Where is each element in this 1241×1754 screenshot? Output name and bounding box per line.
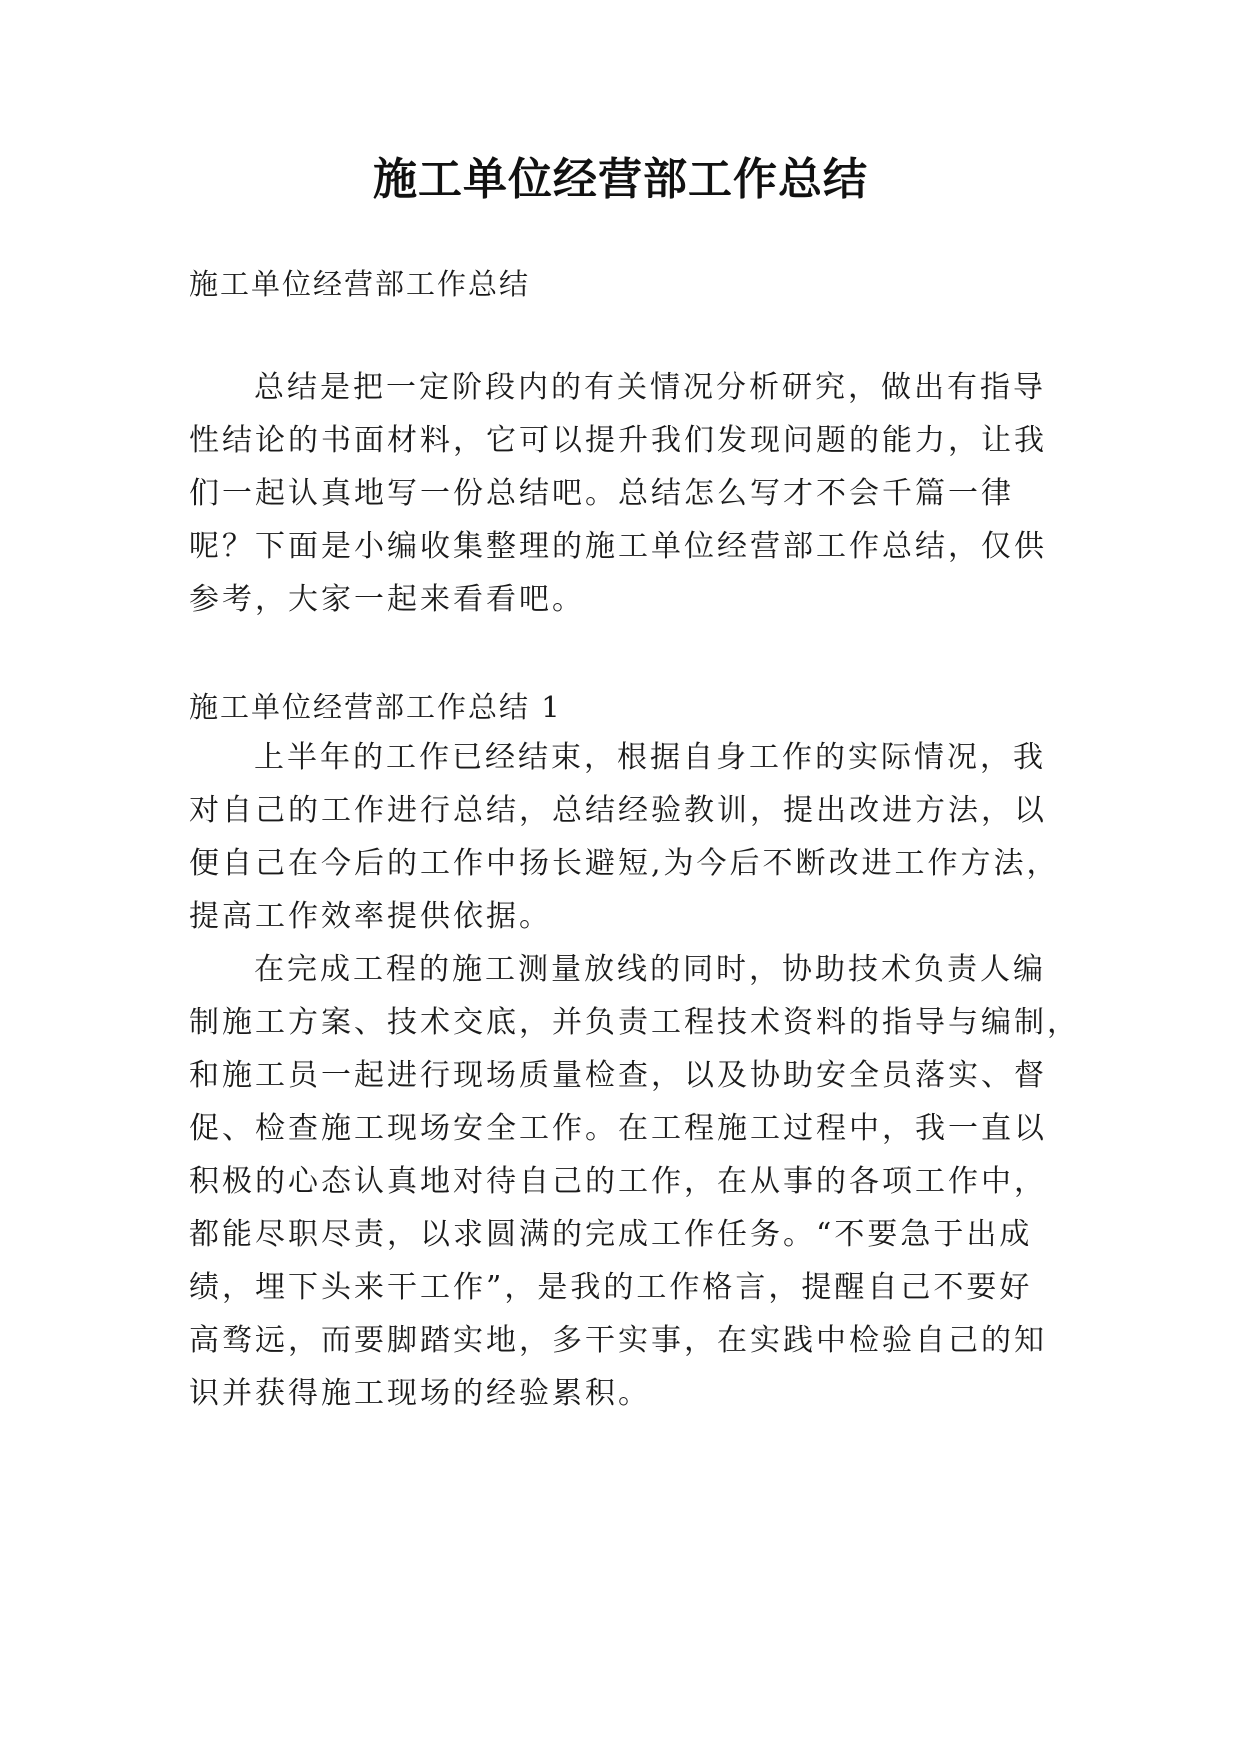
paragraph-line: 绩，埋下头来干工作”，是我的工作格言，提醒自己不要好 (189, 1270, 1033, 1305)
paragraph-line: 和施工员一起进行现场质量检查，以及协助安全员落实、督 (189, 1058, 1047, 1093)
paragraph-line: 高骛远，而要脚踏实地，多干实事，在实践中检验自己的知 (189, 1323, 1047, 1358)
paragraph-line: 制施工方案、技术交底，并负责工程技术资料的指导与编制， (189, 1005, 1080, 1040)
intro-line: 呢？下面是小编收集整理的施工单位经营部工作总结，仅供 (189, 529, 1047, 564)
document-title: 施工单位经营部工作总结 (373, 154, 868, 205)
intro-line: 性结论的书面材料，它可以提升我们发现问题的能力，让我 (189, 423, 1047, 458)
paragraph-line: 积极的心态认真地对待自己的工作，在从事的各项工作中， (189, 1164, 1047, 1199)
paragraph-line: 对自己的工作进行总结，总结经验教训，提出改进方法，以 (189, 793, 1047, 828)
paragraph-line: 便自己在今后的工作中扬长避短,为今后不断改进工作方法， (189, 846, 1060, 881)
paragraph-line: 都能尽职尽责，以求圆满的完成工作任务。“不要急于出成 (189, 1217, 1033, 1252)
paragraph-line: 上半年的工作已经结束，根据自身工作的实际情况，我 (254, 740, 1046, 775)
document-subtitle: 施工单位经营部工作总结 (189, 267, 531, 301)
paragraph-line: 识并获得施工现场的经验累积。 (189, 1376, 651, 1411)
paragraph-line: 提高工作效率提供依据。 (189, 899, 552, 934)
intro-line: 总结是把一定阶段内的有关情况分析研究，做出有指导 (254, 370, 1046, 405)
section-heading: 施工单位经营部工作总结 1 (189, 690, 562, 724)
paragraph-line: 在完成工程的施工测量放线的同时，协助技术负责人编 (254, 952, 1046, 987)
intro-line: 参考，大家一起来看看吧。 (189, 582, 585, 617)
paragraph-line: 促、检查施工现场安全工作。在工程施工过程中，我一直以 (189, 1111, 1047, 1146)
intro-line: 们一起认真地写一份总结吧。总结怎么写才不会千篇一律 (189, 476, 1014, 511)
